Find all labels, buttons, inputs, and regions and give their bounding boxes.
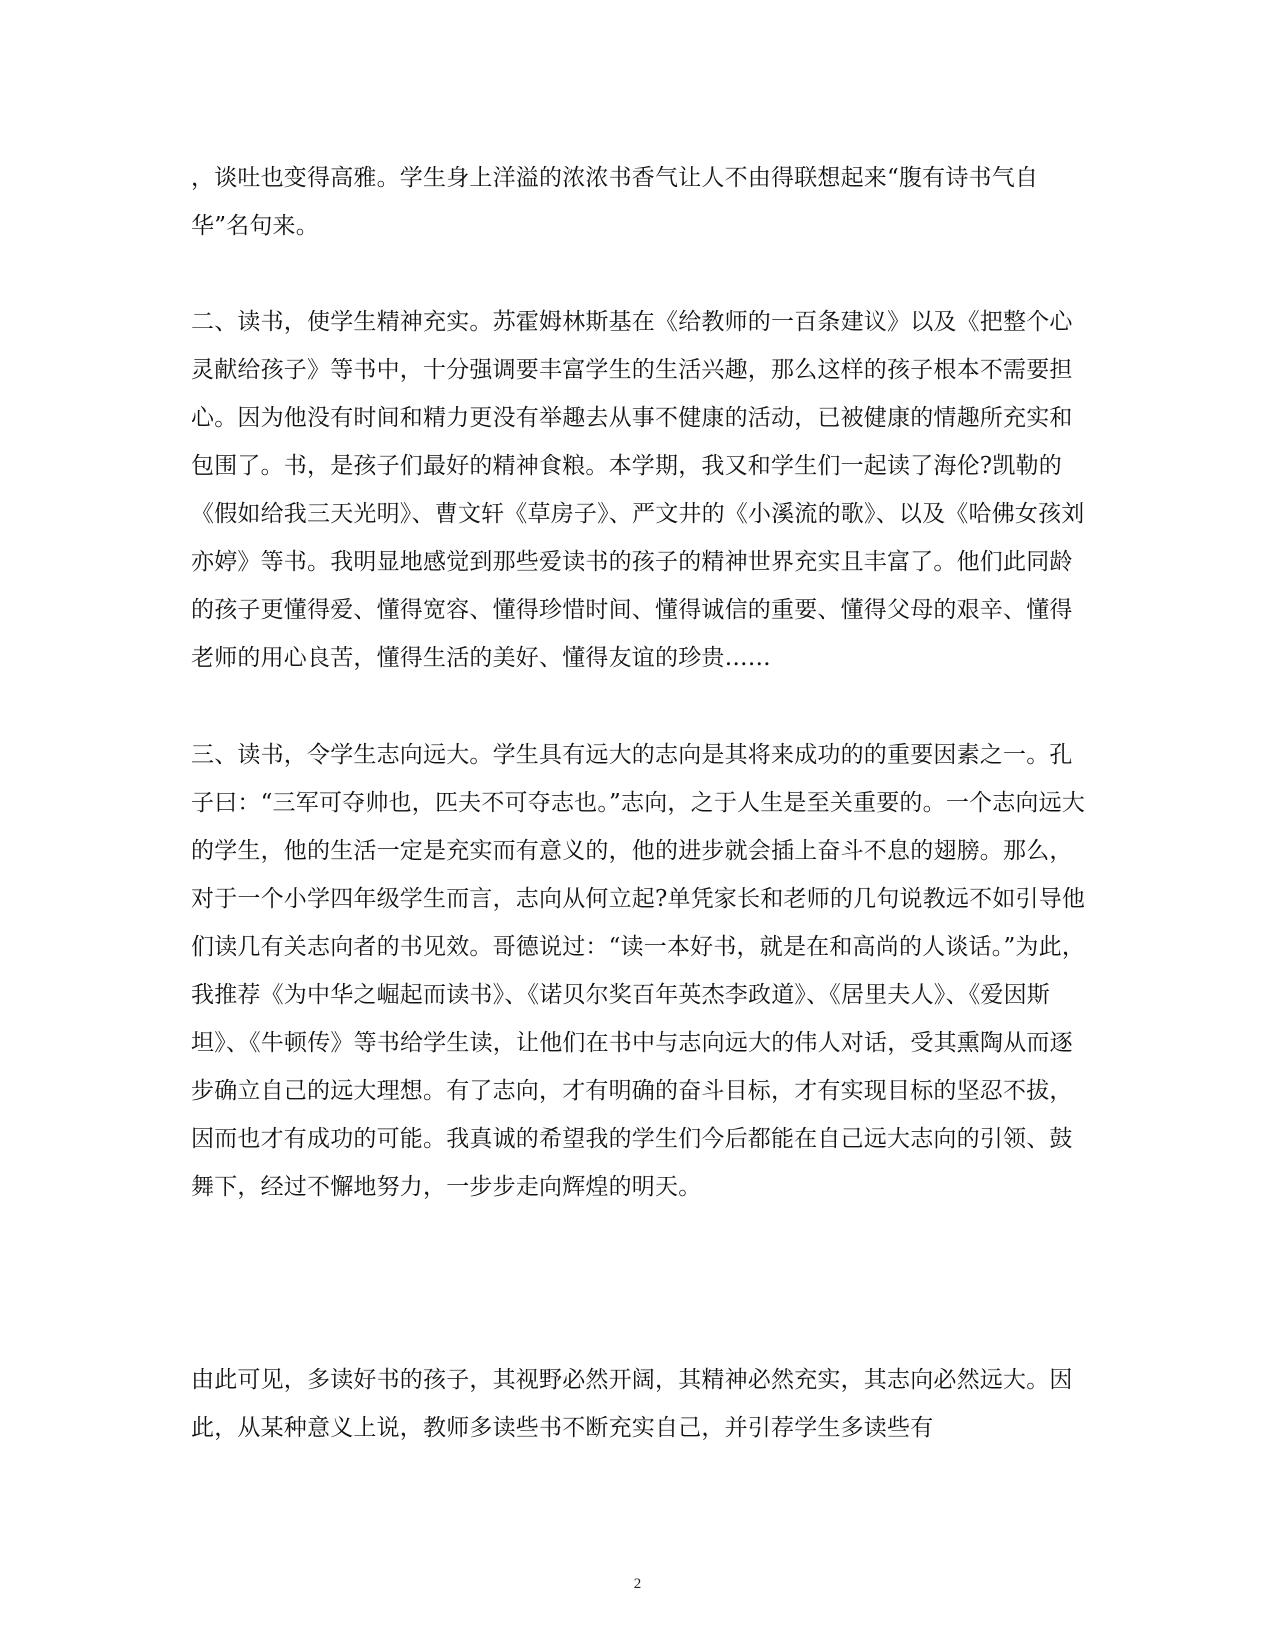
page-number: 2 [633,1576,642,1592]
paragraph-conclusion: 由此可见，多读好书的孩子，其视野必然开阔，其精神必然充实，其志向必然远大。因此，从某种意义上说，教师多读些书不断充实自己，并引荐学生多读些有 [191,1367,1073,1441]
paragraph-section-two: 二、读书，使学生精神充实。苏霍姆林斯基在《给教师的一百条建议》以及《把整个心灵献给孩子》等书中，十分强调要丰富学生的生活兴趣，那么这样的孩子根本不需要担心。因为他没有时间和精力更没有举趣去从事不健康的活动，已被健康的情趣所充实和包围了。书，是孩子们最好的精神食粮。本学期，我又和学生们一起读了海伦?凯勒的《假如给我三天光明》、曹文轩《草房子》、严文井的《小溪流的歌》、以及《哈佛女孩刘亦婷》等书。我明显地感觉到那些爱读书的孩子的精神世界充实且丰富了。他们此同龄的孩子更懂得爱、懂得宽容、懂得珍惜时间、懂得诚信的重要、懂得父母的艰辛、懂得老师的用心良苦，懂得生活的美好、懂得友谊的珍贵…… [191,309,1085,671]
paragraph-continuation: ，谈吐也变得高雅。学生身上洋溢的浓浓书香气让人不由得联想起来“腹有诗书气自华”名句来。 [191,165,1039,239]
paragraph-section-three: 三、读书，令学生志向远大。学生具有远大的志向是其将来成功的的重要因素之一。孔子曰：“三军可夺帅也，匹夫不可夺志也。”志向，之于人生是至关重要的。一个志向远大的学生，他的生活一定是充实而有意义的，他的进步就会插上奋斗不息的翅膀。那么，对于一个小学四年级学生而言，志向从何立起?单凭家长和老师的几句说教远不如引导他们读几有关志向者的书见效。哥德说过：“读一本好书，就是在和高尚的人谈话。”为此，我推荐《为中华之崛起而读书》、《诺贝尔奖百年英杰李政道》、《居里夫人》、《爱因斯坦》、《牛顿传》等书给学生读，让他们在书中与志向远大的伟人对话，受其熏陶从而逐步确立自己的远大理想。有了志向，才有明确的奋斗目标，才有实现目标的坚忍不拔，因而也才有成功的可能。我真诚的希望我的学生们今后都能在自己远大志向的引领、鼓舞下，经过不懈地努力，一步步走向辉煌的明天。 [191,742,1086,1200]
